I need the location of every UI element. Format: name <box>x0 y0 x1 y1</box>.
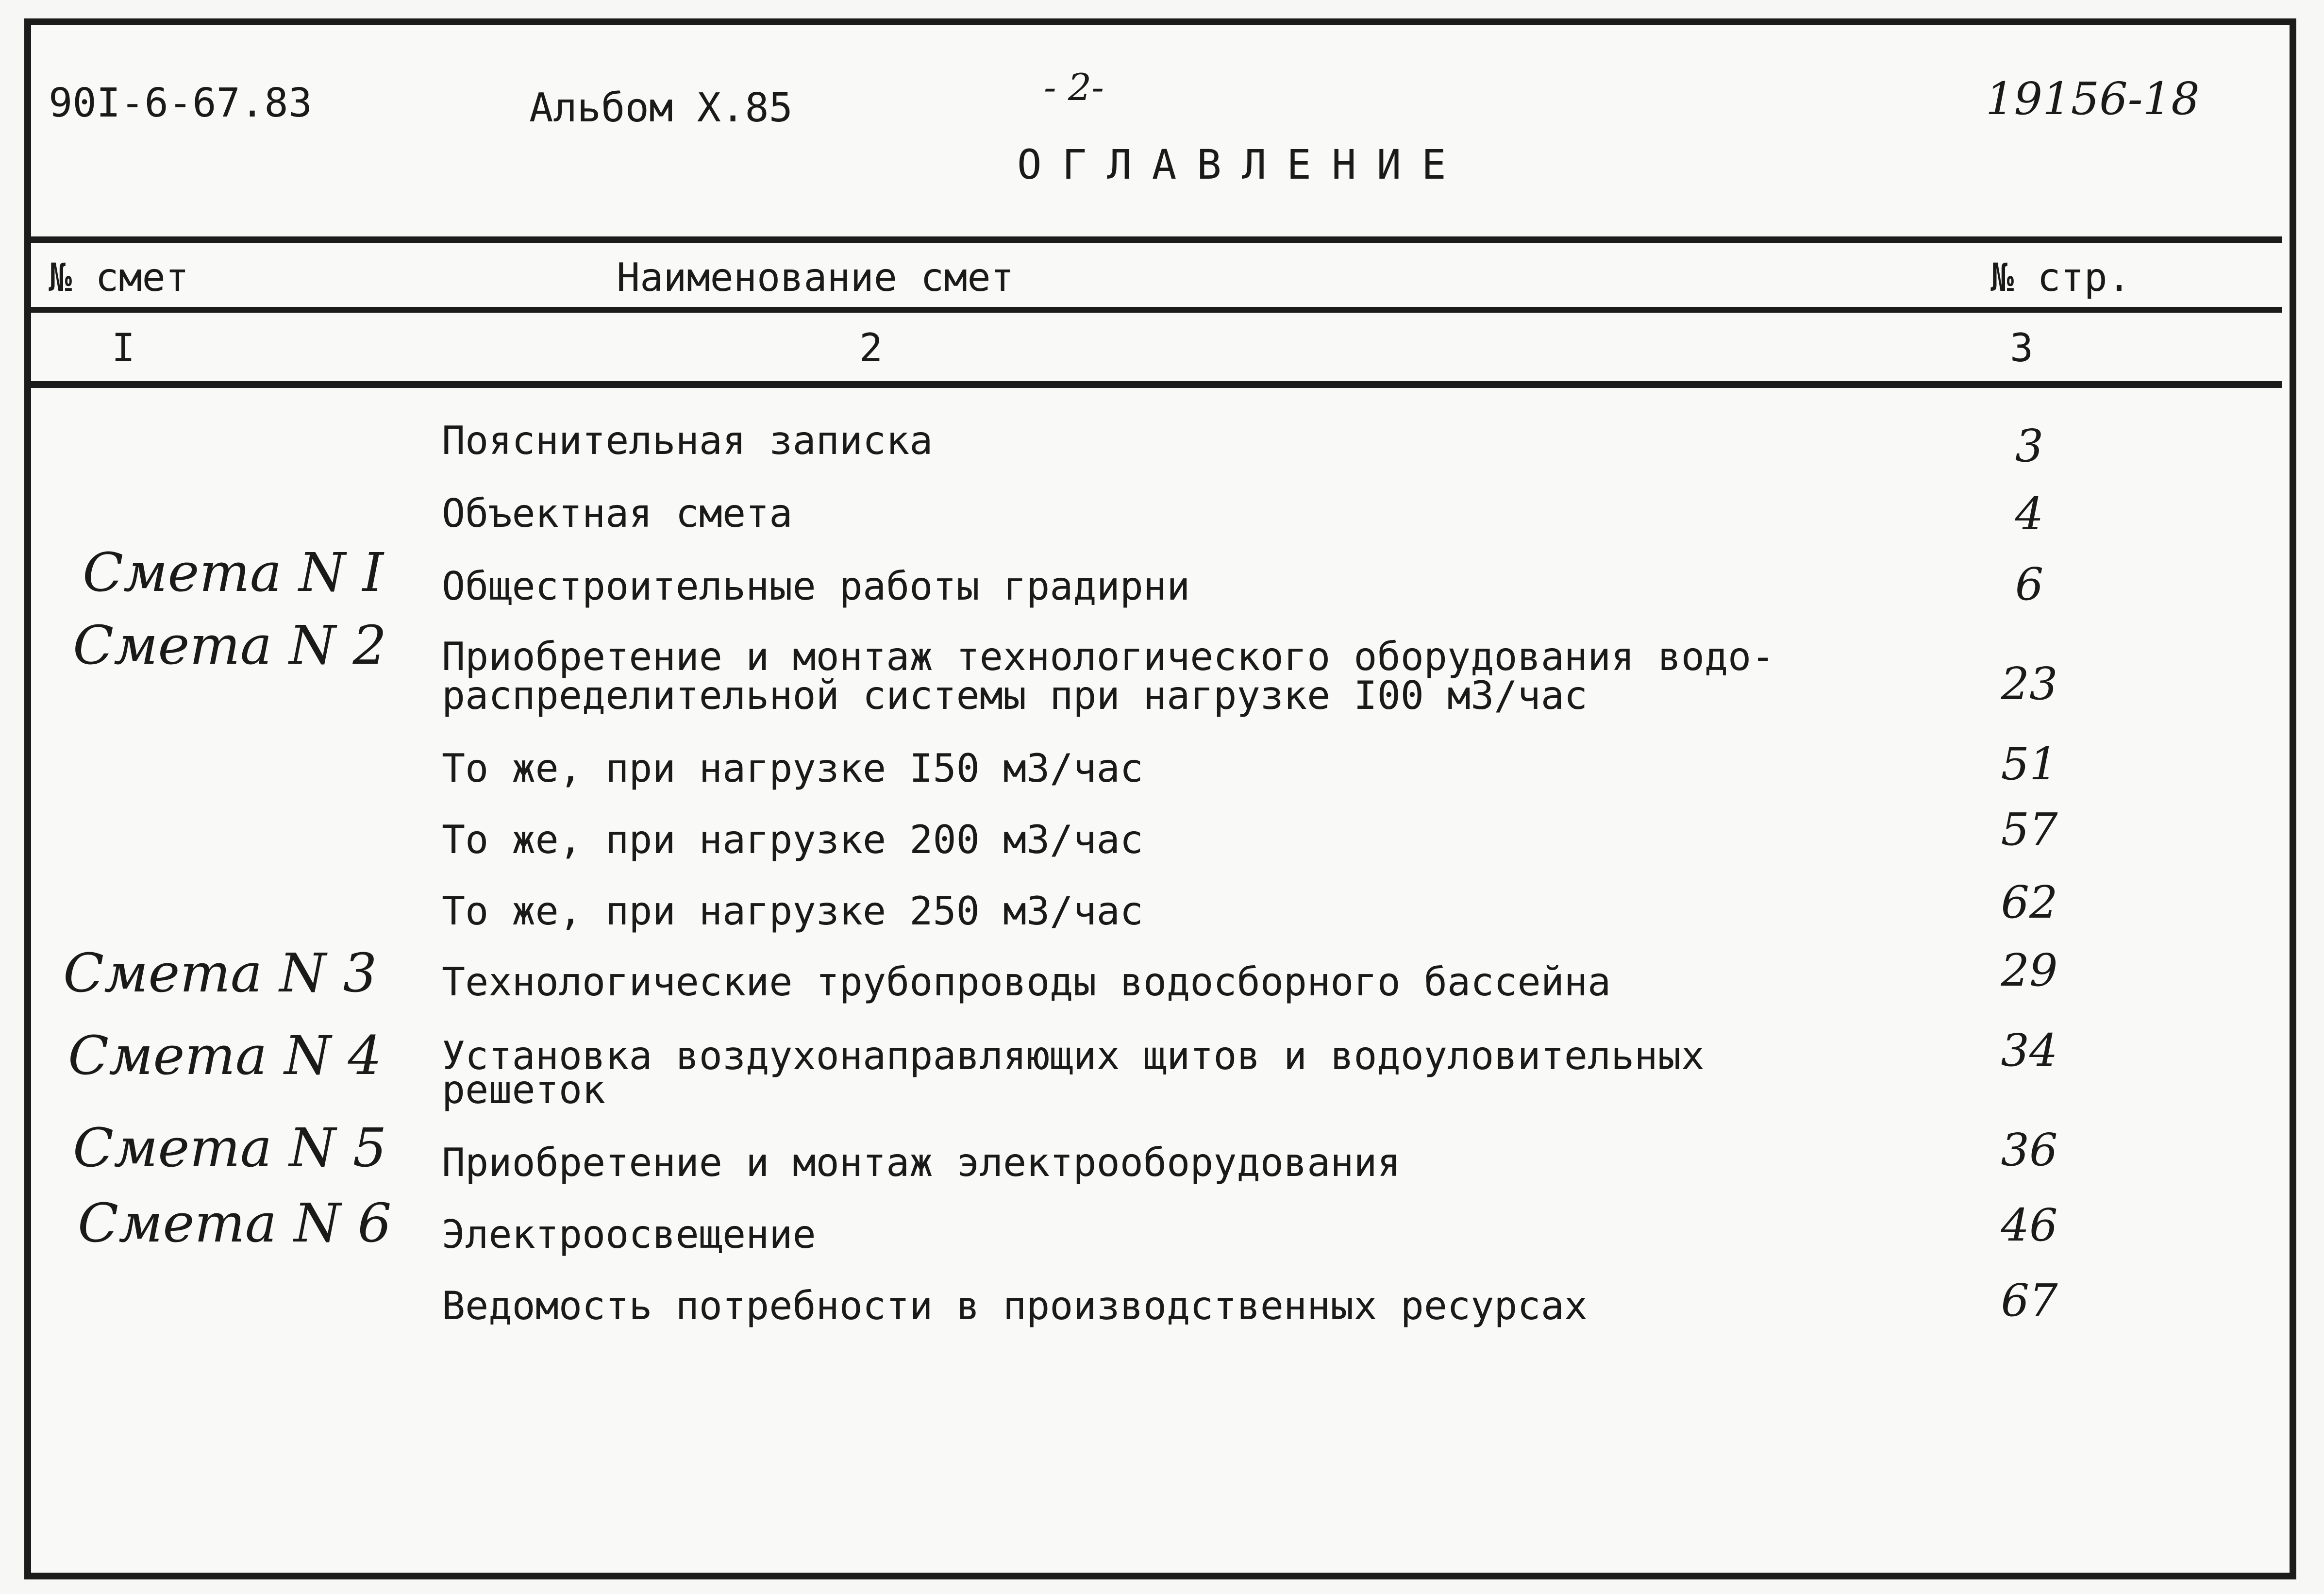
toc-row-page: 51 <box>2001 738 2058 790</box>
toc-row-title: Пояснительная записка <box>442 418 933 463</box>
toc-row-page: 23 <box>2001 658 2058 710</box>
column-header-page-no: № стр. <box>1990 255 2131 300</box>
toc-row-title: Объектная смета <box>442 491 793 536</box>
toc-row-estimate-number: Смета N I <box>83 541 384 604</box>
index-rule <box>24 381 2282 388</box>
page-frame <box>24 18 2296 1579</box>
toc-row-estimate-number: Смета N 6 <box>78 1192 392 1254</box>
toc-row-title: Ведомость потребности в производственных ресурсах <box>442 1283 1588 1328</box>
toc-row-title-continued: распределительной системы при нагрузке I00 м3/час <box>442 673 1588 718</box>
column-index-3: 3 <box>2010 325 2034 370</box>
header-rule <box>24 307 2282 313</box>
toc-row-page: 4 <box>2015 488 2044 540</box>
toc-row-title: Электроосвещение <box>442 1212 816 1257</box>
album-label: Альбом Х.85 <box>529 85 793 131</box>
toc-row-title: Установка воздухонаправляющих щитов и водоуловительных <box>442 1033 1705 1078</box>
toc-row-title: Общестроительные работы градирни <box>442 564 1190 609</box>
toc-row-page: 57 <box>2001 804 2058 856</box>
toc-row-title: То же, при нагрузке 200 м3/час <box>442 817 1143 862</box>
toc-row-estimate-number: Смета N 5 <box>73 1117 387 1179</box>
page-title: ОГЛАВЛЕНИЕ <box>1017 141 1467 188</box>
toc-row-page: 67 <box>2001 1275 2058 1326</box>
archive-number: 19156-18 <box>1986 73 2200 125</box>
toc-row-estimate-number: Смета N 4 <box>68 1024 382 1087</box>
table-top-rule <box>24 236 2282 243</box>
toc-row-title-continued: решеток <box>442 1067 606 1112</box>
toc-row-estimate-number: Смета N 2 <box>73 614 387 676</box>
column-header-estimate-no: № смет <box>49 255 189 300</box>
toc-row-title: Приобретение и монтаж электрооборудования <box>442 1140 1401 1185</box>
column-header-estimate-name: Наименование смет <box>617 255 1014 300</box>
column-index-2: 2 <box>859 325 883 370</box>
toc-row-page: 36 <box>2001 1124 2058 1176</box>
toc-row-page: 46 <box>2001 1199 2058 1251</box>
toc-row-title: Приобретение и монтаж технологического оборудования водо- <box>442 634 1775 679</box>
page-number: - 2- <box>1044 66 1104 109</box>
toc-row-title: То же, при нагрузке I50 м3/час <box>442 746 1143 791</box>
toc-row-title: То же, при нагрузке 250 м3/час <box>442 889 1143 934</box>
column-index-1: I <box>112 325 135 370</box>
toc-row-page: 34 <box>2001 1024 2058 1076</box>
toc-row-estimate-number: Смета N 3 <box>63 942 377 1004</box>
toc-row-page: 3 <box>2015 420 2044 472</box>
toc-row-title: Технологические трубопроводы водосборного бассейна <box>442 959 1611 1005</box>
toc-row-page: 29 <box>2001 944 2058 996</box>
doc-code: 90I-6-67.83 <box>49 80 313 126</box>
toc-row-page: 62 <box>2001 876 2058 928</box>
toc-row-page: 6 <box>2015 558 2044 610</box>
